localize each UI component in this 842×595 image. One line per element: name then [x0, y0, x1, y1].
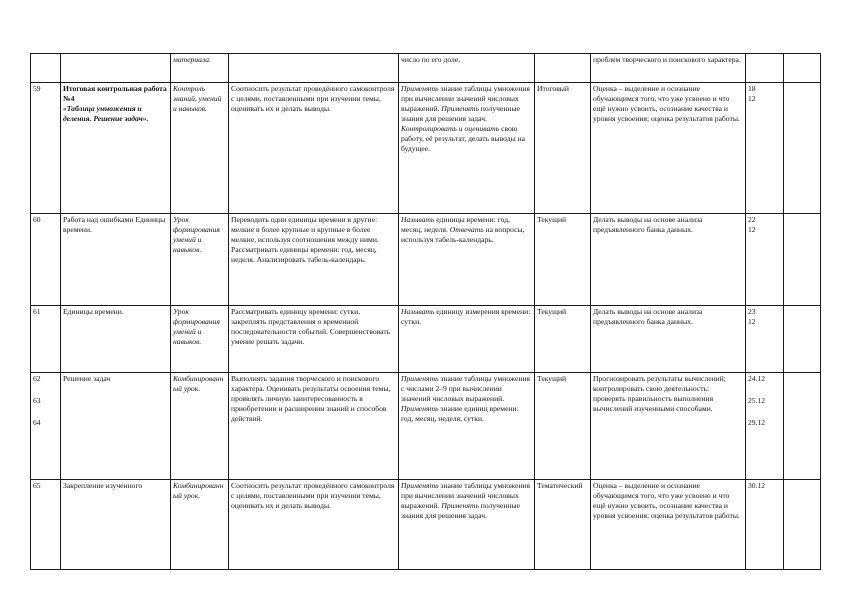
cell-topic: Единицы времени.: [61, 306, 171, 373]
cell-extra: [784, 83, 821, 214]
table-row: [31, 480, 821, 570]
date-value: 29.12: [748, 418, 766, 427]
row-number: 63: [33, 396, 41, 405]
cell-activity: Соотносить результат проведённого самоконтроля с целями, поставленными при изучении темы, оценивать их и делать выводы.: [229, 83, 399, 214]
cell-type: Комбинированный урок.: [171, 373, 229, 480]
cell-topic: Закрепление изученного: [61, 480, 171, 570]
cell-type: Контроль знаний, умений и навыков.: [171, 83, 229, 214]
cell-control: Текущий: [535, 306, 591, 373]
cell-control: [535, 54, 591, 83]
row-number: 64: [33, 418, 41, 427]
cell-date: [746, 54, 784, 83]
cell-date: [746, 306, 784, 373]
table-row-continuation: [31, 54, 821, 83]
cell-type: материала.: [171, 54, 229, 83]
date-value: 12: [748, 225, 756, 234]
cell-topic: [61, 54, 171, 83]
knowledge-text: знание таблицы умножения при вычислении значений числовых выражений.: [401, 481, 530, 510]
cell-extra: [784, 306, 821, 373]
topic-text: Итоговая контрольная работа №4: [63, 84, 167, 103]
table-row: [31, 83, 821, 214]
cell-result: проблем творческого и поискового характера.: [591, 54, 746, 83]
knowledge-text: единицы времени: год, месяц, неделя.: [401, 215, 510, 234]
date-value: 30.12: [748, 481, 766, 490]
cell-knowledge: [399, 373, 535, 480]
cell-knowledge: [399, 214, 535, 306]
topic-italic-text: «Таблица умножения и деления. Решение задач».: [63, 104, 149, 123]
date-value: 25.12: [748, 396, 766, 405]
cell-knowledge: [399, 83, 535, 214]
cell-result: Прогнозировать результаты вычислений; контролировать свою деятельность: проверять правильность выполнения вычислений изученными способами.: [591, 373, 746, 480]
knowledge-verb: Отвечать: [449, 225, 484, 234]
cell-control: Текущий: [535, 214, 591, 306]
cell-activity: Соотносить результат проведённого самоконтроля с целями, поставленными при изучении темы, оценивать их и делать выводы.: [229, 480, 399, 570]
knowledge-verb: Называть: [401, 215, 435, 224]
cell-topic: [61, 83, 171, 214]
cell-num: [31, 54, 61, 83]
knowledge-verb: Применять: [401, 84, 439, 93]
knowledge-text: единицу измерения времени: сутки.: [401, 307, 531, 326]
knowledge-text: свою работу, её результат, делать выводы на будущее.: [401, 124, 526, 153]
knowledge-verb: Применять: [441, 501, 479, 510]
date-value: 12: [748, 317, 756, 326]
cell-control: Текущий: [535, 373, 591, 480]
cell-topic: Работа над ошибками Единицы времени.: [61, 214, 171, 306]
cell-type: Комбинированный урок.: [171, 480, 229, 570]
knowledge-verb: Называть: [401, 307, 435, 316]
cell-extra: [784, 54, 821, 83]
cell-extra: [784, 373, 821, 480]
cell-result: Оценка – выделение и осознание обучающимся того, что уже усвоено и что ещё нужно усвоить, осознание качества и уровня усвоения; оценка результатов работы.: [591, 480, 746, 570]
cell-date: [746, 83, 784, 214]
cell-control: Итоговый: [535, 83, 591, 214]
table-row: [31, 306, 821, 373]
knowledge-verb: Применять: [401, 404, 439, 413]
knowledge-verb: Применять: [401, 374, 439, 383]
cell-type: Урок формирования умений и навыков.: [171, 306, 229, 373]
cell-control: Тематический: [535, 480, 591, 570]
cell-date: [746, 373, 784, 480]
knowledge-text: знание таблицы умножения при вычислении значений числовых выражений.: [401, 84, 530, 113]
cell-type: Урок формирования умений и навыков.: [171, 214, 229, 306]
cell-knowledge: [399, 306, 535, 373]
cell-extra: [784, 480, 821, 570]
cell-result: Оценка – выделение и осознание обучающимся того, что уже усвоено и что ещё нужно усвоить, осознание качества и уровня усвоения; оценка результатов работы.: [591, 83, 746, 214]
knowledge-text: на вопросы, используя табель-календарь.: [401, 225, 525, 244]
cell-date: [746, 214, 784, 306]
knowledge-verb: Применять: [401, 481, 439, 490]
row-number: 62: [33, 374, 41, 383]
knowledge-text: знание единиц времени: год, месяц, неделя, сутки.: [401, 404, 519, 423]
lesson-plan-table: [30, 53, 821, 570]
cell-date: [746, 480, 784, 570]
cell-num: 60: [31, 214, 61, 306]
date-value: 22: [748, 215, 756, 224]
table-row: [31, 373, 821, 480]
cell-num: 65: [31, 480, 61, 570]
date-value: 18: [748, 84, 756, 93]
cell-num: 59: [31, 83, 61, 214]
date-value: 23: [748, 307, 756, 316]
knowledge-text: знание таблицы умножения с числами 2–9 при вычислении значений числовых выражений.: [401, 374, 530, 403]
table-row: [31, 214, 821, 306]
cell-activity: Переводить одни единицы времени в другие: мелкие в более крупные и крупные в более мелкие, используя соотношения между ними. Рассматривать единицы времени: год, месяц, неделя. Анализировать табель-календарь.: [229, 214, 399, 306]
knowledge-verb: Применять: [441, 104, 479, 113]
knowledge-text: полученные знания для решения задач.: [401, 104, 520, 123]
cell-result: Делать выводы на основе анализа предъявленного банка данных.: [591, 306, 746, 373]
cell-activity: Выполнять задания творческого и поискового характера. Оценивать результаты освоения темы, проявлять личную заинтересованность в приобретении и расширении знаний и способов действий.: [229, 373, 399, 480]
cell-activity: [229, 54, 399, 83]
cell-num: [31, 373, 61, 480]
cell-knowledge: [399, 480, 535, 570]
knowledge-verb: Контролировать и оценивать: [401, 124, 500, 133]
cell-num: 61: [31, 306, 61, 373]
date-value: 12: [748, 94, 756, 103]
date-value: 24.12: [748, 374, 766, 383]
knowledge-text: полученные знания для решения задач.: [401, 501, 520, 520]
cell-topic: Решение задач: [61, 373, 171, 480]
cell-activity: Рассматривать единицу времени: сутки, закреплять представления о временной последовательности событий. Совершенствовать умение решать задачи.: [229, 306, 399, 373]
cell-knowledge: число по его доле.: [399, 54, 535, 83]
cell-extra: [784, 214, 821, 306]
cell-result: Делать выводы на основе анализа предъявленного банка данных.: [591, 214, 746, 306]
